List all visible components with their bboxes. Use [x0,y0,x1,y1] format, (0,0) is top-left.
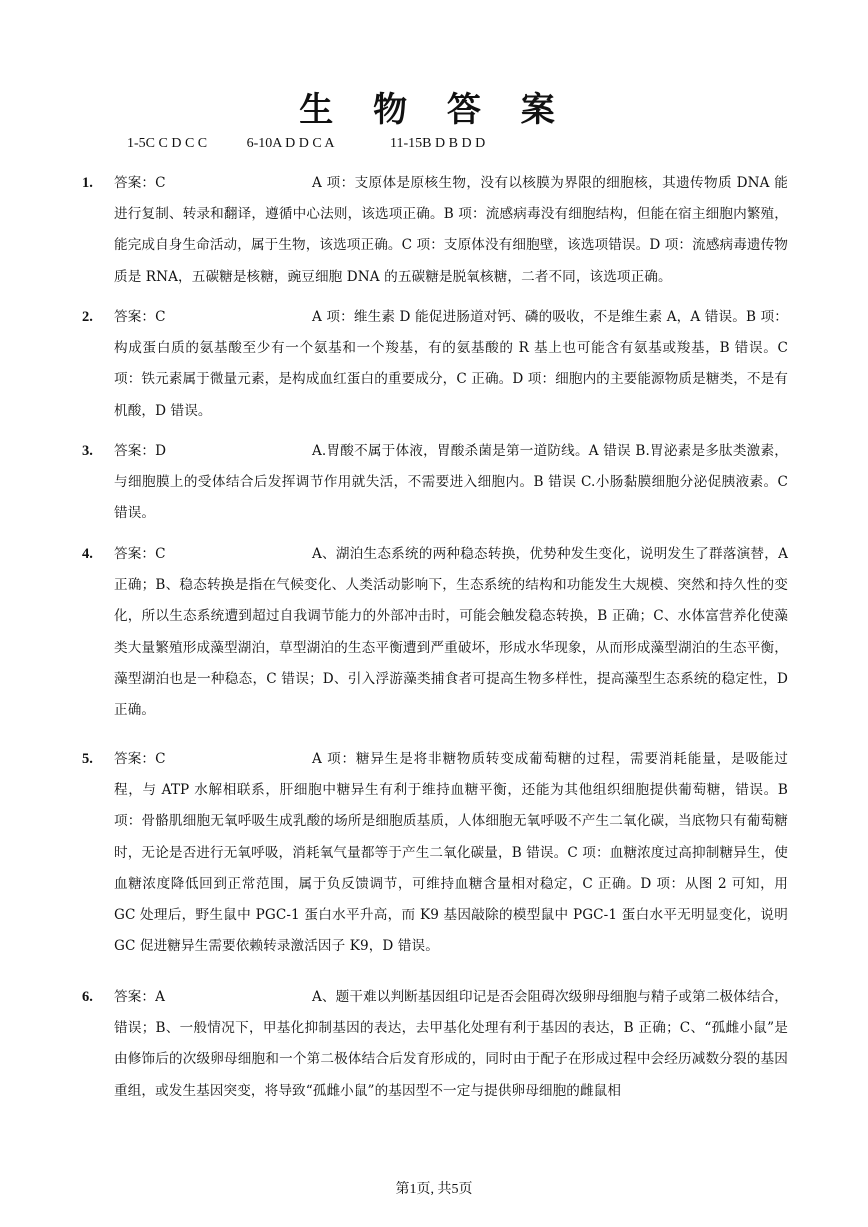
question-answer: 答案：C [114,546,166,562]
question-6 [82,982,788,1107]
question-answer: 答案：C [114,751,166,767]
question-number: 1. [82,175,93,191]
answer-key-11-15: 11-15B D B D D [390,136,486,151]
question-text: A 项：支原体是原核生物，没有以核膜为界限的细胞核，其遗传物质 DNA 能进行复制、转录和翻译，遵循中心法则，该选项正确。B 项：流感病毒没有细胞结构，但能在宿主细胞内繁殖，能完成自身生命活动，属于生物，该选项正确。C 项：支原体没有细胞壁，该选项错误。D 项：流感病毒遗传物质是 RNA，五碳糖是核糖，豌豆细胞 DNA 的五碳糖是脱氧核糖，二者不同，该选项正确。 [114,175,788,285]
question-text: A.胃酸不属于体液，胃酸杀菌是第一道防线。A 错误 B.胃泌素是多肽类激素，与细胞膜上的受体结合后发挥调节作用就失活，不需要进入细胞内。B 错误 C.小肠黏膜细胞分泌促胰液素。C 错误。 [114,443,788,522]
question-explanation [114,744,788,962]
page-title: 生 物 答 案 [299,90,569,130]
question-explanation [114,302,788,427]
question-answer: 答案：A [114,989,165,1005]
question-number: 2. [82,309,93,325]
question-number: 4. [82,546,93,562]
question-text: A 项：糖异生是将非糖物质转变成葡萄糖的过程，需要消耗能量，是吸能过程，与 ATP 水解相联系，肝细胞中糖异生有利于维持血糖平衡，还能为其他组织细胞提供葡萄糖，错误。B 项：骨骼肌细胞无氧呼吸生成乳酸的场所是细胞质基质，人体细胞无氧呼吸不产生二氧化碳，当底物只有葡萄糖时，无论是否进行无氧呼吸，消耗氧气量都等于产生二氧化碳量，B 错误。C 项：血糖浓度过高抑制糖异生，使血糖浓度降低回到正常范围，属于负反馈调节，可维持血糖含量相对稳定，C 正确。D 项：从图 2 可知，用 GC 处理后，野生鼠中 PGC-1 蛋白水平升高，而 K9 基因敲除的模型鼠中 PGC-1 蛋白水平无明显变化，说明 GC 促进糖异生需要依赖转录激活因子 K9，D 错误。 [114,751,788,955]
answer-key-line [127,136,485,152]
question-answer: 答案：D [114,443,167,459]
question-text: A 项：维生素 D 能促进肠道对钙、磷的吸收，不是维生素 A，A 错误。B 项：构成蛋白质的氨基酸至少有一个氨基和一个羧基，有的氨基酸的 R 基上也可能含有氨基或羧基，B 错误。C 项：铁元素属于微量元素，是构成血红蛋白的重要成分，C 正确。D 项：细胞内的主要能源物质是糖类，不是有机酸，D 错误。 [114,309,788,419]
question-explanation [114,982,788,1107]
question-number: 5. [82,751,93,767]
question-text: A、题干难以判断基因组印记是否会阻碍次级卵母细胞与精子或第二极体结合，错误；B、一般情况下，甲基化抑制基因的表达，去甲基化处理有利于基因的表达，B 正确；C、“孤雌小鼠”是由修饰后的次级卵母细胞和一个第二极体结合后发育形成的，同时由于配子在形成过程中会经历减数分裂的基因重组，或发生基因突变，将导致“孤雌小鼠”的基因型不一定与提供卵母细胞的雌鼠相 [114,989,788,1099]
answer-key-1-5: 1-5C C D C C [127,136,208,151]
question-4 [82,539,788,726]
question-explanation [114,539,788,726]
question-answer: 答案：C [114,309,166,325]
question-explanation [114,168,788,293]
page-footer: 第1页, 共5页 [395,1182,473,1197]
question-1 [82,168,788,293]
question-2 [82,302,788,427]
answer-key-6-10: 6-10A D D C A [246,136,335,151]
question-3 [82,436,788,530]
question-answer: 答案：C [114,175,166,191]
question-5 [82,744,788,962]
question-number: 3. [82,443,93,459]
question-text: A、湖泊生态系统的两种稳态转换，优势种发生变化，说明发生了群落演替，A 正确；B、稳态转换是指在气候变化、人类活动影响下，生态系统的结构和功能发生大规模、突然和持久性的变化，所以生态系统遭到超过自我调节能力的外部冲击时，可能会触发稳态转换，B 正确；C、水体富营养化使藻类大量繁殖形成藻型湖泊，草型湖泊的生态平衡遭到严重破坏，形成水华现象，从而形成藻型湖泊的生态平衡，藻型湖泊也是一种稳态，C 错误；D、引入浮游藻类捕食者可提高生物多样性，提高藻型生态系统的稳定性，D 正确。 [114,546,788,719]
question-explanation [114,436,788,530]
question-number: 6. [82,989,93,1005]
